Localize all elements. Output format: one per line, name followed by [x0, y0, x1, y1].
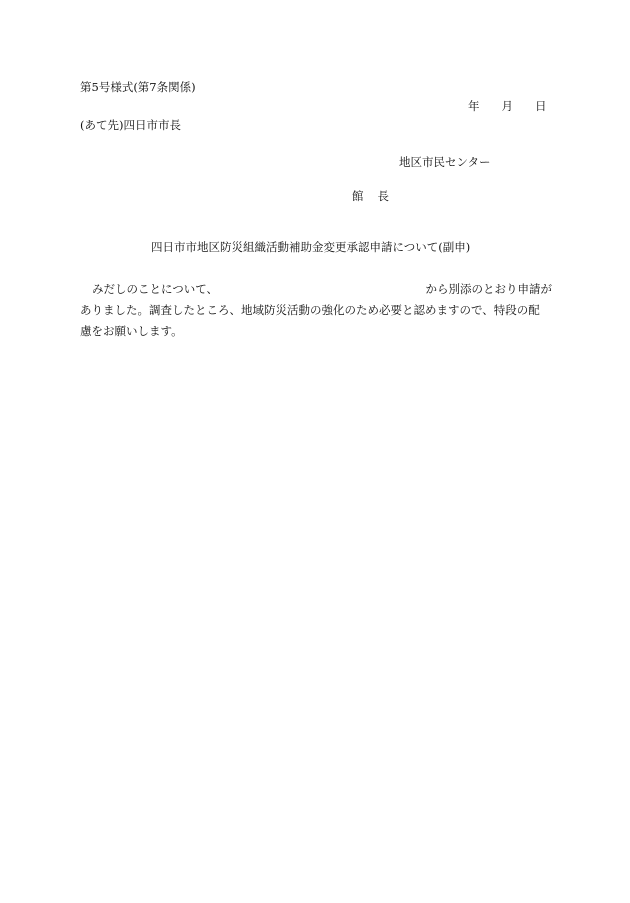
- body-line-1-start: みだしのことについて、: [92, 282, 219, 296]
- sender-organization: 地区市民センター: [399, 155, 491, 169]
- form-number: 第5号様式(第7条関係): [80, 80, 196, 94]
- date-year-label: 年: [468, 99, 480, 113]
- date-line: [468, 101, 547, 113]
- body-line-3: 慮をお願いします。: [80, 324, 183, 338]
- body-line-1: [80, 279, 552, 300]
- date-month-label: 月: [501, 99, 513, 113]
- sender-title-part1: 館: [352, 189, 364, 203]
- date-day-label: 日: [535, 99, 547, 113]
- sender-title: [352, 191, 389, 203]
- body-line-2: ありました。調査したところ、地域防災活動の強化のため必要と認めますので、特段の配: [80, 303, 540, 317]
- document-title: 四日市市地区防災組織活動補助金変更承認申請について(副申): [151, 240, 471, 254]
- sender-title-part2: 長: [377, 189, 389, 203]
- applicant-blank: [218, 279, 424, 300]
- addressee: (あて先)四日市市長: [80, 118, 181, 132]
- body-line-1-end: から別添のとおり申請が: [425, 282, 552, 296]
- body-text: [80, 279, 552, 342]
